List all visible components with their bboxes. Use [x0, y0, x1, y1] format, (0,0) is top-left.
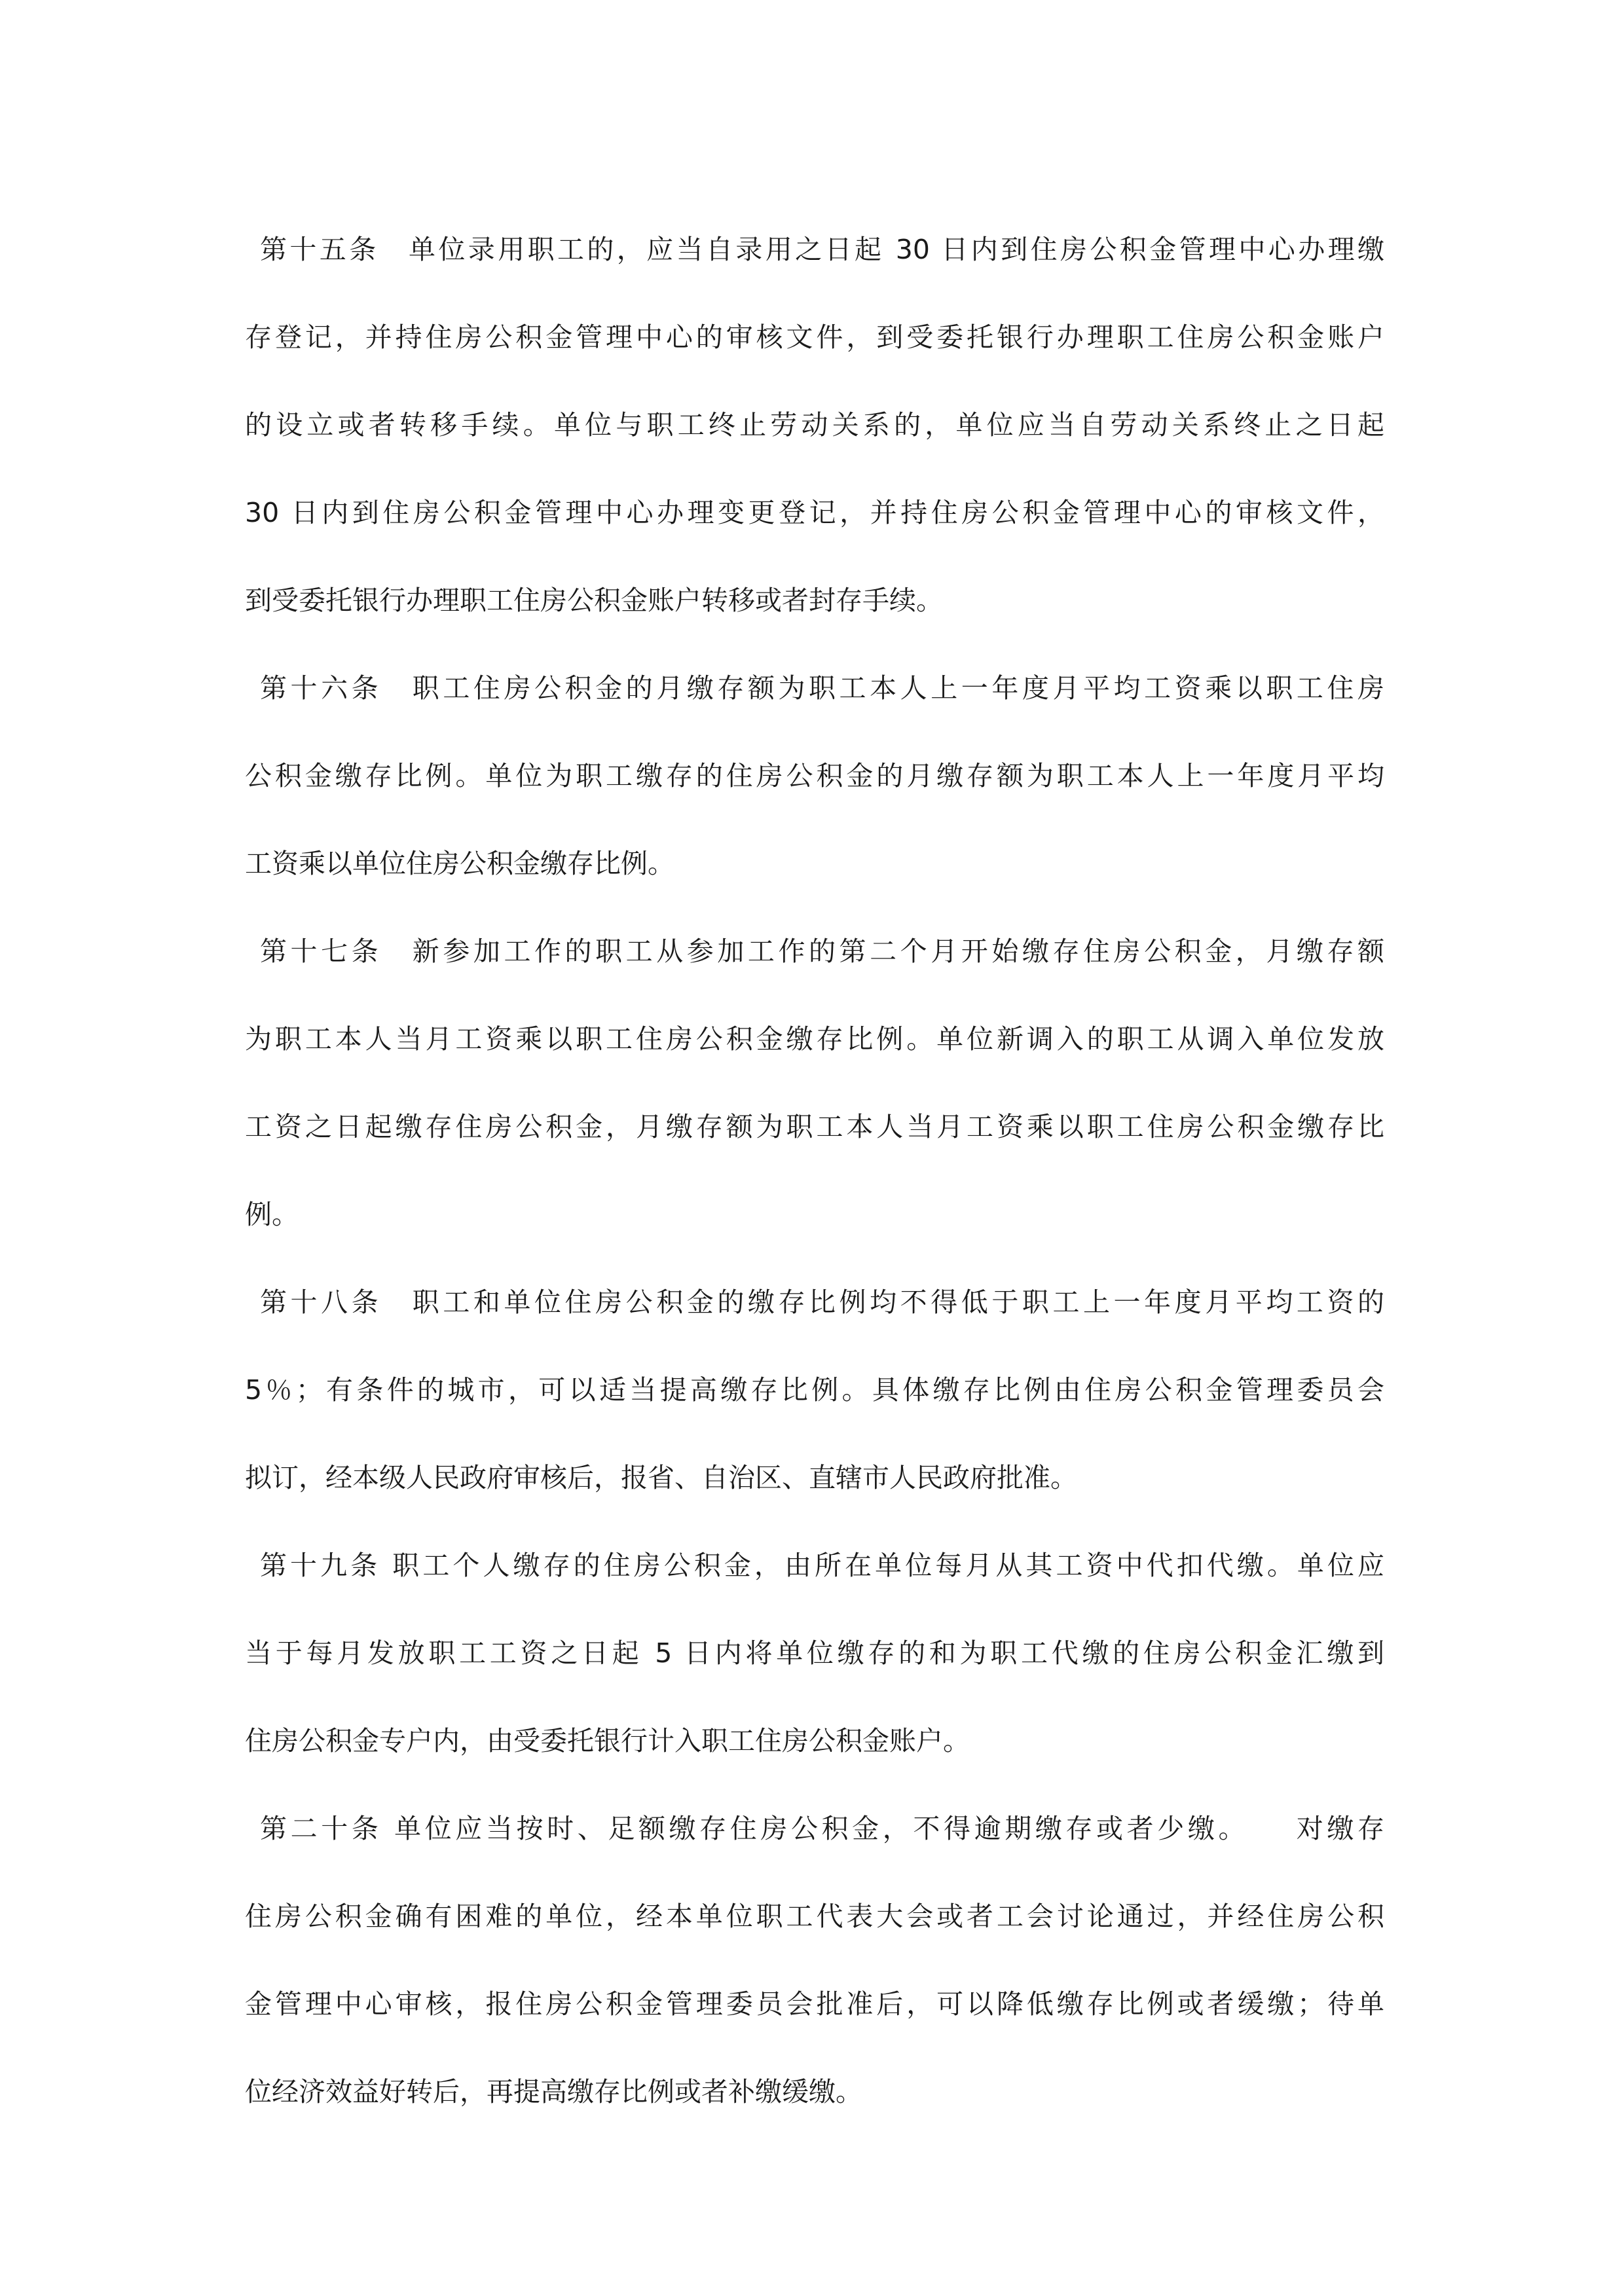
- document-body: [245, 206, 1384, 2136]
- article-15-line-3: 的设立或者转移手续。单位与职工终止劳动关系的，单位应当自劳动关系终止之日起: [245, 409, 1384, 441]
- article-17: [245, 907, 1384, 1258]
- article-16-line-1: 第十六条 职工住房公积金的月缴存额为职工本人上一年度月平均工资乘以职工住房: [260, 672, 1384, 704]
- article-18-line-2: 5％；有条件的城市，可以适当提高缴存比例。具体缴存比例由住房公积金管理委员会: [245, 1374, 1384, 1406]
- article-17-line-3: 工资之日起缴存住房公积金，月缴存额为职工本人当月工资乘以职工住房公积金缴存比: [245, 1111, 1384, 1142]
- article-20-line-4: 位经济效益好转后，再提高缴存比例或者补缴缓缴。: [245, 2076, 862, 2107]
- article-15: [245, 206, 1384, 644]
- article-17-line-2: 为职工本人当月工资乘以职工住房公积金缴存比例。单位新调入的职工从调入单位发放: [245, 1023, 1384, 1055]
- article-20: [245, 1785, 1384, 2136]
- article-20-line-1: 第二十条 单位应当按时、足额缴存住房公积金，不得逾期缴存或者少缴。 对缴存: [260, 1813, 1384, 1844]
- article-17-line-1: 第十七条 新参加工作的职工从参加工作的第二个月开始缴存住房公积金，月缴存额: [260, 936, 1384, 967]
- article-19: [245, 1522, 1384, 1785]
- article-16: [245, 644, 1384, 907]
- article-20-line-3: 金管理中心审核，报住房公积金管理委员会批准后，可以降低缴存比例或者缓缴；待单: [245, 1988, 1384, 2020]
- article-18-line-1: 第十八条 职工和单位住房公积金的缴存比例均不得低于职工上一年度月平均工资的: [260, 1286, 1384, 1318]
- article-18-line-3: 拟订，经本级人民政府审核后，报省、自治区、直辖市人民政府批准。: [245, 1462, 1077, 1493]
- article-15-line-4: 30 日内到住房公积金管理中心办理变更登记，并持住房公积金管理中心的审核文件，: [245, 497, 1384, 528]
- article-20-line-2: 住房公积金确有困难的单位，经本单位职工代表大会或者工会讨论通过，并经住房公积: [245, 1901, 1384, 1932]
- article-19-line-2: 当于每月发放职工工资之日起 5 日内将单位缴存的和为职工代缴的住房公积金汇缴到: [245, 1637, 1384, 1669]
- article-16-line-2: 公积金缴存比例。单位为职工缴存的住房公积金的月缴存额为职工本人上一年度月平均: [245, 760, 1384, 792]
- article-16-line-3: 工资乘以单位住房公积金缴存比例。: [245, 848, 674, 879]
- article-19-line-3: 住房公积金专户内，由受委托银行计入职工住房公积金账户。: [245, 1725, 970, 1757]
- article-15-line-5: 到受委托银行办理职工住房公积金账户转移或者封存手续。: [245, 585, 943, 616]
- article-18: [245, 1258, 1384, 1522]
- article-15-line-2: 存登记，并持住房公积金管理中心的审核文件，到受委托银行办理职工住房公积金账户: [245, 321, 1384, 353]
- article-17-line-4: 例。: [245, 1199, 299, 1230]
- article-19-line-1: 第十九条 职工个人缴存的住房公积金，由所在单位每月从其工资中代扣代缴。单位应: [260, 1550, 1384, 1581]
- article-15-line-1: 第十五条 单位录用职工的，应当自录用之日起 30 日内到住房公积金管理中心办理缴: [260, 234, 1384, 265]
